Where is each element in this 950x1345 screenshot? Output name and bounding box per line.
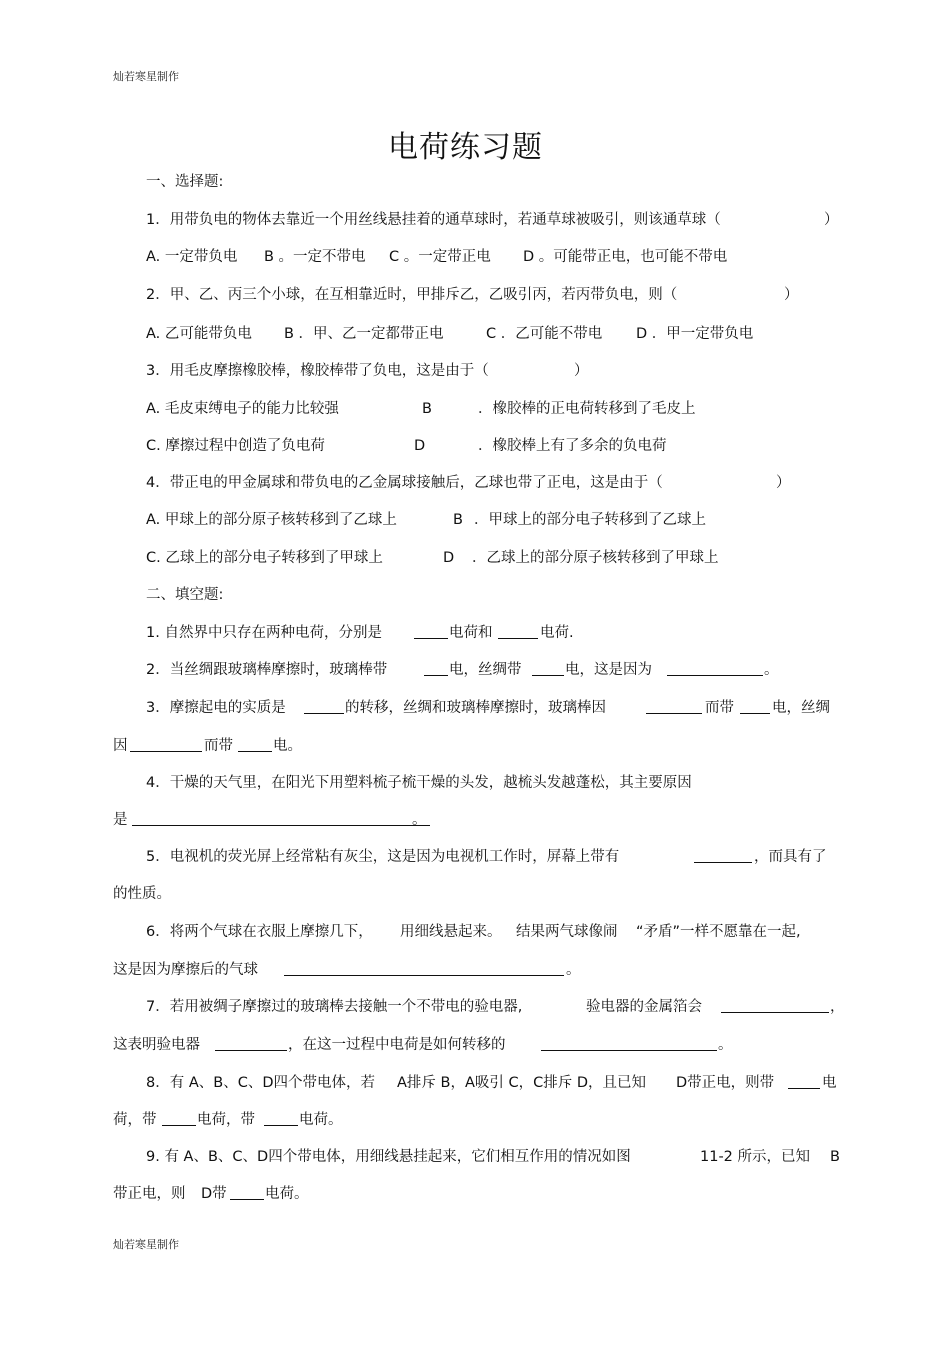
fill-2-text-c: 电，这是因为 [565, 662, 652, 678]
question-2-option-c: C ．乙可能不带电 [486, 326, 603, 342]
section-heading-choice: 一、选择题: [146, 174, 224, 190]
question-4-option-b: ．甲球上的部分电子转移到了乙球上 [474, 512, 706, 528]
question-1-stem: 1．用带负电的物体去靠近一个用丝线悬挂着的通草球时，若通草球被吸引，则该通草球（ [146, 212, 721, 228]
fill-6-blank-1[interactable] [284, 961, 564, 976]
fill-6-text-a: 6．将两个气球在衣服上摩擦几下， [146, 924, 373, 940]
question-3-option-c: C. 摩擦过程中创造了负电荷 [146, 438, 325, 454]
fill-9-text-c: B [830, 1149, 840, 1165]
question-4-option-b-letter: B [453, 512, 463, 528]
question-4-stem: 4．带正电的甲金属球和带负电的乙金属球接触后，乙球也带了正电，这是由于（ [146, 475, 663, 491]
fill-8-text-a: 8．有 A、B、C、D四个带电体，若 [146, 1075, 375, 1091]
fill-3-blank-4[interactable] [130, 737, 202, 752]
fill-2-blank-3[interactable] [667, 661, 763, 676]
fill-8-blank-3[interactable] [264, 1111, 298, 1126]
question-3-option-d-letter: D [414, 438, 426, 454]
fill-8-blank-2[interactable] [162, 1111, 196, 1126]
question-2-paren-close: ） [784, 287, 799, 303]
fill-8-text-f: 电荷，带 [197, 1112, 255, 1128]
fill-5-blank-1[interactable] [694, 848, 752, 863]
fill-6-text-d: “矛盾”一样不愿靠在一起, [636, 924, 801, 940]
fill-2-text-d: 。 [764, 662, 779, 678]
fill-3-blank-3[interactable] [740, 699, 770, 714]
fill-1-blank-1[interactable] [414, 624, 448, 639]
fill-9-blank-1[interactable] [230, 1185, 264, 1200]
fill-4-blank-1[interactable] [132, 811, 430, 826]
question-3-option-b: ．橡胶棒的正电荷转移到了毛皮上 [478, 401, 696, 417]
question-4-option-d-letter: D [443, 550, 455, 566]
fill-3-blank-2[interactable] [646, 699, 702, 714]
fill-1-text-b: 电荷和 [449, 625, 493, 641]
fill-3-text-c: 而带 [705, 700, 734, 716]
fill-9-text-f: 电荷。 [265, 1186, 309, 1202]
fill-4-text-a: 4．干燥的天气里，在阳光下用塑料梳子梳干燥的头发，越梳头发越蓬松，其主要原因 [146, 775, 692, 791]
question-2-stem: 2．甲、乙、丙三个小球，在互相靠近时，甲排斥乙，乙吸引丙，若丙带负电，则（ [146, 287, 678, 303]
question-1-paren-close: ） [824, 212, 839, 228]
fill-8-text-c: D带正电，则带 [676, 1075, 775, 1091]
fill-3-text-g: 电。 [273, 738, 302, 754]
question-1-option-c: C 。一定带正电 [389, 249, 491, 265]
fill-7-text-f: 。 [718, 1037, 733, 1053]
fill-6-text-f: 。 [566, 962, 581, 978]
fill-8-text-e: 荷，带 [113, 1112, 157, 1128]
fill-3-blank-5[interactable] [238, 737, 272, 752]
fill-7-text-b: 验电器的金属箔会 [586, 999, 702, 1015]
fill-8-text-b: A排斥 B，A吸引 C，C排斥 D，且已知 [397, 1075, 647, 1091]
fill-5-text-a: 5．电视机的荧光屏上经常粘有灰尘，这是因为电视机工作时，屏幕上带有 [146, 849, 620, 865]
fill-1-text-a: 1. 自然界中只存在两种电荷，分别是 [146, 625, 382, 641]
fill-7-blank-3[interactable] [541, 1036, 717, 1051]
fill-7-text-d: 这表明验电器 [113, 1037, 200, 1053]
fill-7-text-c: ， [830, 999, 845, 1015]
fill-8-blank-1[interactable] [788, 1074, 820, 1089]
fill-4-text-b: 是 [113, 812, 128, 828]
fill-6-text-c: 结果两气球像闹 [516, 924, 618, 940]
fill-9-text-b: 11-2 所示，已知 [700, 1149, 811, 1165]
fill-2-text-a: 2．当丝绸跟玻璃棒摩擦时，玻璃棒带 [146, 662, 388, 678]
question-4-paren-close: ） [776, 475, 791, 491]
question-2-option-a: A. 乙可能带负电 [146, 326, 252, 342]
fill-9-text-a: 9. 有 A、B、C、D四个带电体，用细线悬挂起来，它们相互作用的情况如图 [146, 1149, 631, 1165]
page-title: 电荷练习题 [388, 130, 543, 165]
fill-5-text-b: ，而具有了 [754, 849, 827, 865]
question-4-option-c: C. 乙球上的部分电子转移到了甲球上 [146, 550, 383, 566]
fill-3-blank-1[interactable] [304, 699, 344, 714]
fill-3-text-d: 电，丝绸 [772, 700, 830, 716]
question-2-option-d: D ．甲一定带负电 [636, 326, 754, 342]
question-3-option-d: ．橡胶棒上有了多余的负电荷 [478, 438, 667, 454]
fill-7-text-e: ，在这一过程中电荷是如何转移的 [288, 1037, 506, 1053]
fill-5-text-c: 的性质。 [113, 886, 171, 902]
fill-2-blank-1[interactable] [424, 661, 448, 676]
question-3-stem: 3．用毛皮摩擦橡胶棒，橡胶棒带了负电，这是由于（ [146, 363, 489, 379]
question-2-option-b: B ．甲、乙一定都带正电 [284, 326, 444, 342]
question-1-option-b: B 。一定不带电 [264, 249, 366, 265]
fill-9-text-d: 带正电，则 [113, 1186, 186, 1202]
fill-3-text-a: 3．摩擦起电的实质是 [146, 700, 286, 716]
question-1-option-d: D 。可能带正电，也可能不带电 [523, 249, 728, 265]
fill-7-blank-1[interactable] [721, 998, 829, 1013]
question-3-option-b-letter: B [422, 401, 432, 417]
fill-7-text-a: 7．若用被绸子摩擦过的玻璃棒去接触一个不带电的验电器, [146, 999, 523, 1015]
fill-4-text-c: 。 [412, 812, 427, 828]
section-heading-fill: 二、填空题: [146, 587, 224, 603]
fill-9-text-e: D带 [201, 1186, 227, 1202]
page-footer: 灿若寒星制作 [113, 1238, 179, 1251]
fill-3-text-b: 的转移，丝绸和玻璃棒摩擦时，玻璃棒因 [345, 700, 606, 716]
fill-3-text-f: 而带 [204, 738, 233, 754]
fill-6-text-b: 用细线悬起来。 [400, 924, 502, 940]
fill-8-text-d: 电 [822, 1075, 837, 1091]
fill-2-text-b: 电，丝绸带 [449, 662, 522, 678]
fill-1-text-c: 电荷. [540, 625, 574, 641]
fill-6-text-e: 这是因为摩擦后的气球 [113, 962, 258, 978]
question-3-option-a: A. 毛皮束缚电子的能力比较强 [146, 401, 339, 417]
fill-8-text-g: 电荷。 [299, 1112, 343, 1128]
question-4-option-a: A. 甲球上的部分原子核转移到了乙球上 [146, 512, 397, 528]
question-4-option-d: ．乙球上的部分原子核转移到了甲球上 [472, 550, 719, 566]
question-1-option-a: A. 一定带负电 [146, 249, 238, 265]
fill-3-text-e: 因 [113, 738, 128, 754]
fill-7-blank-2[interactable] [215, 1036, 287, 1051]
page-header: 灿若寒星制作 [113, 70, 179, 83]
fill-2-blank-2[interactable] [532, 661, 564, 676]
fill-1-blank-2[interactable] [498, 624, 538, 639]
question-3-paren-close: ） [574, 363, 589, 379]
